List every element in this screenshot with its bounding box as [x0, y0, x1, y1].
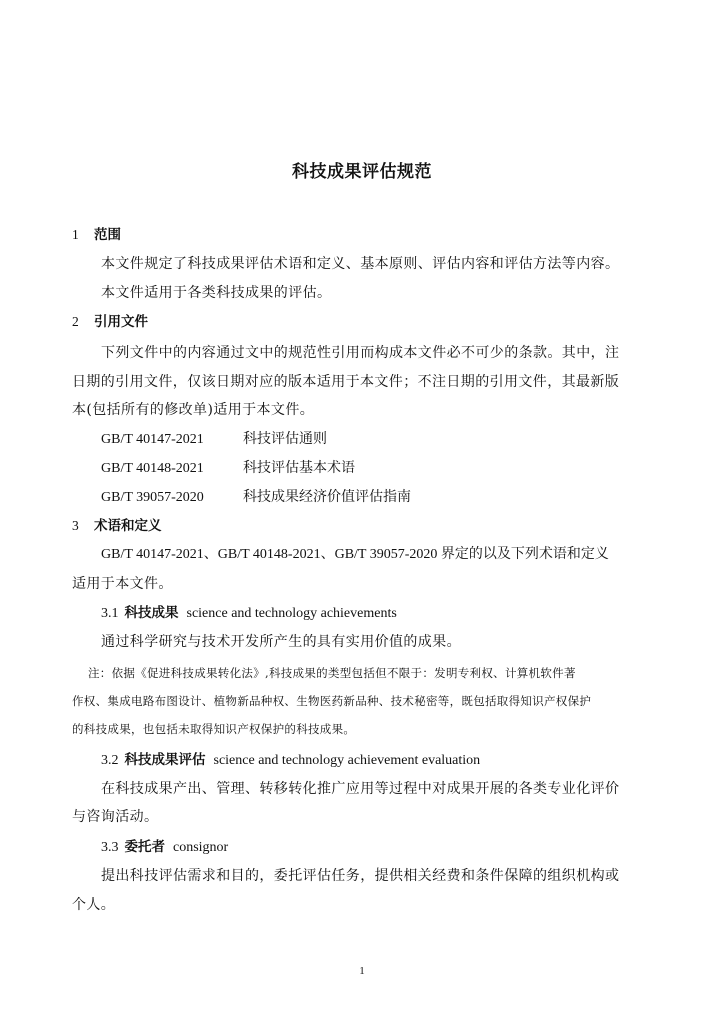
reference-name: 科技成果经济价值评估指南 [243, 489, 411, 505]
document-title: 科技成果评估规范 [292, 162, 432, 182]
section-number: 1 [72, 227, 79, 242]
section-number: 3 [72, 518, 79, 533]
term-definition-line: 在科技成果产出、管理、转移转化推广应用等过程中对成果开展的各类专业化评价 [101, 781, 620, 797]
term-english: science and technology achievements [186, 606, 397, 621]
reference-code: GB/T 40147-2021 [101, 432, 204, 447]
paragraph: 本文件适用于各类科技成果的评估。 [101, 285, 332, 301]
term-heading [101, 751, 480, 770]
term-definition-line: 与咨询活动。 [72, 809, 159, 825]
paragraph-line: GB/T 40147-2021、GB/T 40148-2021、GB/T 39057-2020 界定的以及下列术语和定义 [101, 547, 609, 562]
term-name: 科技成果 [124, 605, 179, 621]
paragraph-line: 适用于本文件。 [72, 576, 173, 592]
term-heading [101, 604, 397, 623]
term-name: 科技成果评估 [124, 752, 206, 768]
paragraph-line: 本(包括所有的修改单)适用于本文件。 [72, 402, 315, 418]
term-name: 委托者 [124, 839, 165, 855]
section-title: 范围 [94, 227, 121, 243]
reference-item [101, 459, 355, 478]
term-heading [101, 838, 228, 857]
reference-name: 科技评估通则 [243, 431, 327, 447]
paragraph-line: 下列文件中的内容通过文中的规范性引用而构成本文件必不可少的条款。其中，注 [101, 345, 620, 361]
note-line: 注：依据《促进科技成果转化法》,科技成果的类型包括但不限于：发明专利权、计算机软件著 [88, 666, 576, 680]
note-line: 作权、集成电路布图设计、植物新品种权、生物医药新品种、技术秘密等，既包括取得知识产权保护 [72, 694, 592, 708]
section-1-heading [72, 226, 121, 244]
term-definition-line: 个人。 [72, 897, 116, 913]
paragraph-line: 日期的引用文件，仅该日期对应的版本适用于本文件；不注日期的引用文件，其最新版 [72, 374, 620, 390]
reference-item [101, 488, 411, 507]
reference-code: GB/T 40148-2021 [101, 461, 204, 476]
term-definition-line: 提出科技评估需求和目的，委托评估任务，提供相关经费和条件保障的组织机构或 [101, 868, 620, 884]
reference-name: 科技评估基本术语 [243, 460, 355, 476]
section-3-heading [72, 517, 162, 535]
reference-item [101, 430, 327, 449]
note-line: 的科技成果，也包括未取得知识产权保护的科技成果。 [72, 722, 356, 736]
term-number: 3.2 [101, 753, 119, 768]
term-definition: 通过科学研究与技术开发所产生的具有实用价值的成果。 [101, 634, 461, 650]
section-number: 2 [72, 314, 79, 329]
paragraph: 本文件规定了科技成果评估术语和定义、基本原则、评估内容和评估方法等内容。 [101, 256, 620, 272]
term-number: 3.1 [101, 606, 119, 621]
section-title: 引用文件 [94, 314, 148, 330]
page-number: 1 [359, 965, 365, 977]
section-2-heading [72, 313, 148, 331]
term-english: science and technology achievement evaluation [213, 753, 481, 768]
term-english: consignor [173, 840, 229, 855]
reference-code: GB/T 39057-2020 [101, 490, 204, 505]
term-number: 3.3 [101, 840, 119, 855]
section-title: 术语和定义 [94, 518, 162, 534]
